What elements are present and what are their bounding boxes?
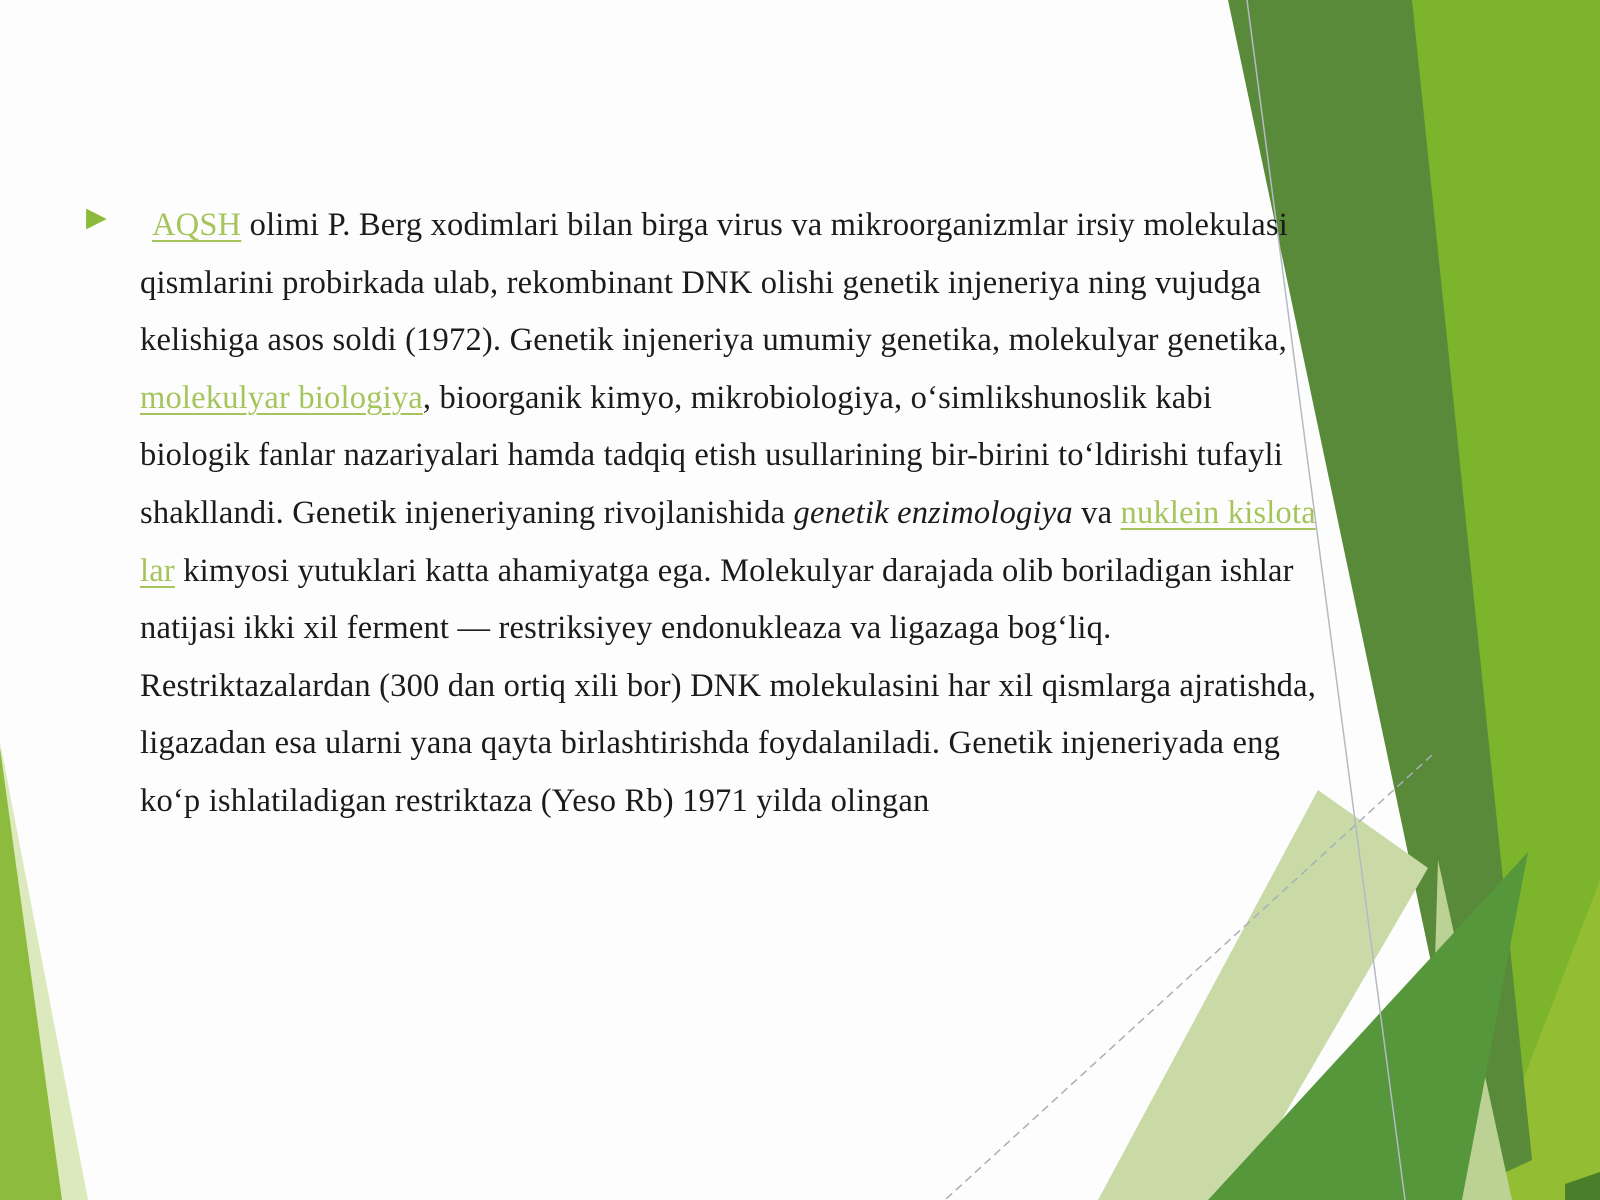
paragraph-line	[140, 773, 1330, 831]
body-text: biologik fanlar nazariyalari hamda tadqiq etish usullarining bir-birini to‘ldirishi tufayli	[140, 437, 1284, 474]
body-text: natijasi ikki xil ferment — restriksiyey endonukleaza va ligazaga bog‘liq.	[140, 610, 1112, 647]
paragraph-line	[140, 715, 1330, 773]
body-text: ko‘p ishlatiladigan restriktaza (Yeso Rb) 1971 yilda olingan	[140, 782, 930, 819]
paragraph-line	[140, 485, 1330, 543]
paragraph-line	[140, 370, 1330, 428]
body-text: qismlarini probirkada ulab, rekombinant DNK olishi genetik injeneriya ning vujudga	[140, 264, 1262, 301]
body-text: kelishiga asos soldi (1972). Genetik injeneriya umumiy genetika, molekulyar genetika,	[140, 322, 1287, 359]
body-text: olimi P. Berg xodimlari bilan birga virus va mikroorganizmlar irsiy molekulasi	[241, 207, 1288, 243]
body-text: ligazadan esa ularni yana qayta birlashtirishda foydalaniladi. Genetik injeneriyada eng	[140, 725, 1281, 762]
nuklein-kislota-link-part2[interactable]: lar	[140, 552, 175, 589]
bullet-triangle-icon: ▶	[86, 202, 107, 233]
body-text: , bioorganik kimyo, mikrobiologiya, o‘simlikshunoslik kabi	[422, 379, 1213, 416]
paragraph-line	[140, 658, 1330, 716]
body-text: va	[1072, 494, 1121, 531]
body-text: shakllandi. Genetik injeneriyaning rivojlanishida	[140, 494, 794, 531]
paragraph-line	[140, 312, 1330, 370]
paragraph-line	[140, 197, 1330, 255]
paragraph-line	[140, 543, 1330, 601]
body-text: kimyosi yutuklari katta ahamiyatga ega. Molekulyar darajada olib boriladigan ishlar	[174, 552, 1294, 589]
molekulyar-biologiya-link[interactable]: molekulyar biologiya	[140, 379, 423, 416]
paragraph-line	[140, 600, 1330, 658]
paragraph-line	[140, 255, 1330, 313]
nuklein-kislota-link[interactable]: nuklein kislota	[1120, 494, 1316, 531]
paragraph	[140, 197, 1330, 831]
paragraph-line	[140, 427, 1330, 485]
aqsh-link[interactable]: AQSH	[152, 207, 242, 243]
genetik-enzimologiya-italic: genetik enzimologiya	[793, 494, 1073, 531]
body-text: Restriktazalardan (300 dan ortiq xili bor) DNK molekulasini har xil qismlarga ajratishda,	[140, 667, 1317, 704]
